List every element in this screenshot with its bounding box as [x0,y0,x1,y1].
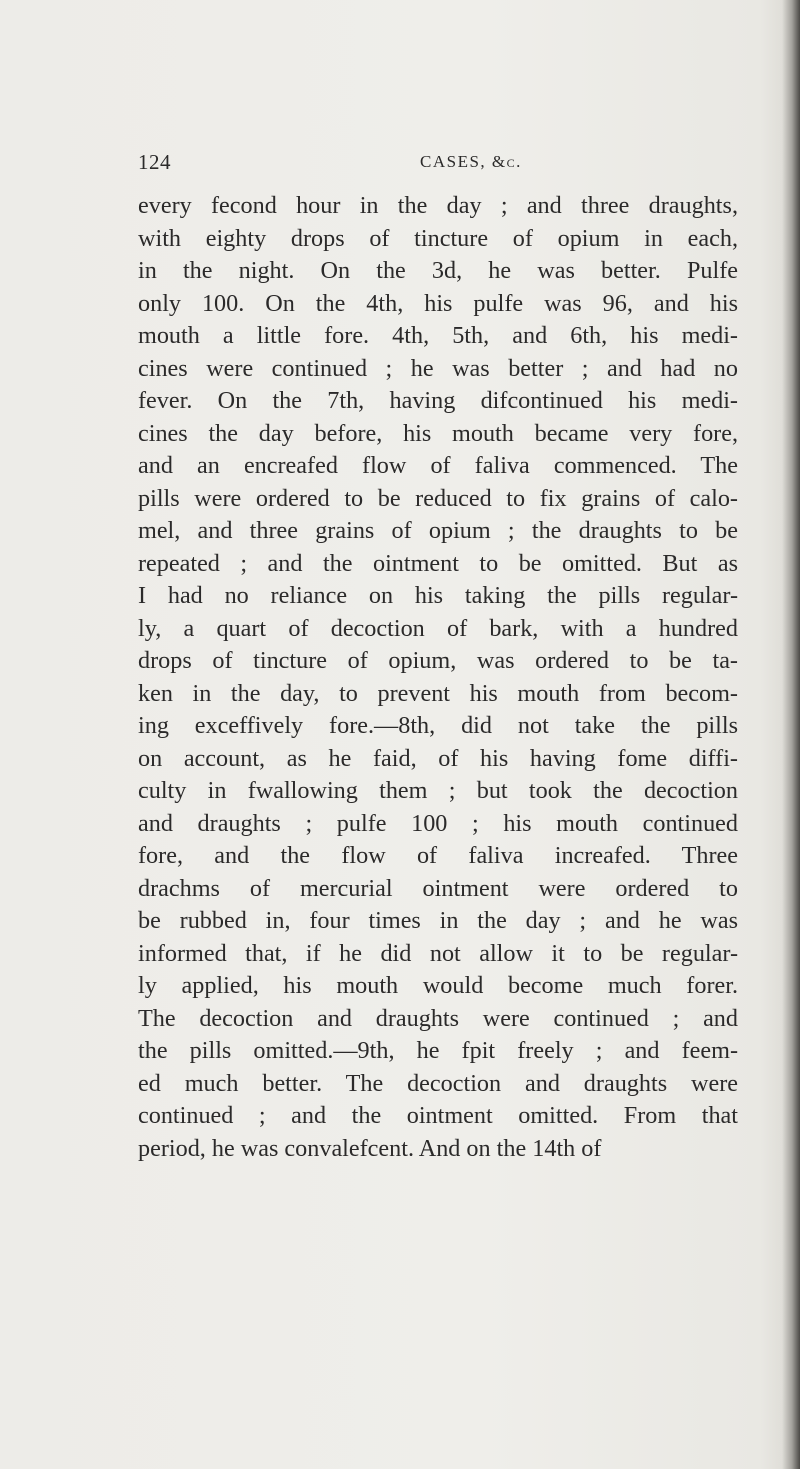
text-line: only 100. On the 4th, his pulfe was 96, and his [138,289,738,317]
page-number: 124 [138,150,171,174]
text-line: be rubbed in, four times in the day ; and he was [138,907,738,934]
text-line: and an encreafed flow of faliva commenced. The [138,452,738,479]
text-line: mel, and three grains of opium ; the draughts to be [138,517,738,544]
text-line: ing exceffively fore.—8th, did not take the pills [138,712,738,739]
text-line: continued ; and the ointment omitted. From that [138,1102,738,1129]
text-line: every fecond hour in the day ; and three draughts, [138,192,738,219]
text-line: fever. On the 7th, having difcontinued his medi- [138,387,738,414]
text-line: ed much better. The decoction and draughts were [138,1069,738,1097]
text-line: ly, a quart of decoction of bark, with a hundred [138,614,738,642]
text-line: cines the day before, his mouth became very fore, [138,419,738,447]
text-line: fore, and the flow of faliva increafed. Three [138,842,738,869]
text-line: and draughts ; pulfe 100 ; his mouth continued [138,809,738,837]
text-line: ly applied, his mouth would become much forer. [138,972,738,999]
text-line: period, he was convalefcent. And on the 14th of [138,1134,602,1162]
text-line: repeated ; and the ointment to be omitted. But as [138,549,738,577]
text-line: the pills omitted.—9th, he fpit freely ; and feem- [138,1037,738,1064]
text-line: The decoction and draughts were continued ; and [138,1004,738,1032]
page-header [138,150,738,180]
text-line: culty in fwallowing them ; but took the decoction [138,777,738,804]
text-line: I had no reliance on his taking the pills regular- [138,582,738,609]
text-line: in the night. On the 3d, he was better. Pulfe [138,257,738,284]
text-line: informed that, if he did not allow it to be regular- [138,939,738,967]
page-edge-shadow [782,0,800,1469]
body-text [138,190,738,1165]
text-line: drachms of mercurial ointment were ordered to [138,874,738,902]
text-line: with eighty drops of tincture of opium in each, [138,224,738,252]
text-line: ken in the day, to prevent his mouth from becom- [138,679,738,707]
text-line: pills were ordered to be reduced to fix grains of calo- [138,484,738,512]
text-line: on account, as he faid, of his having fome diffi- [138,744,738,772]
running-head: CASES, &c. [420,152,522,171]
text-line: drops of tincture of opium, was ordered to be ta- [138,647,738,674]
text-line: mouth a little fore. 4th, 5th, and 6th, his medi- [138,322,738,349]
text-line: cines were continued ; he was better ; and had no [138,354,738,382]
